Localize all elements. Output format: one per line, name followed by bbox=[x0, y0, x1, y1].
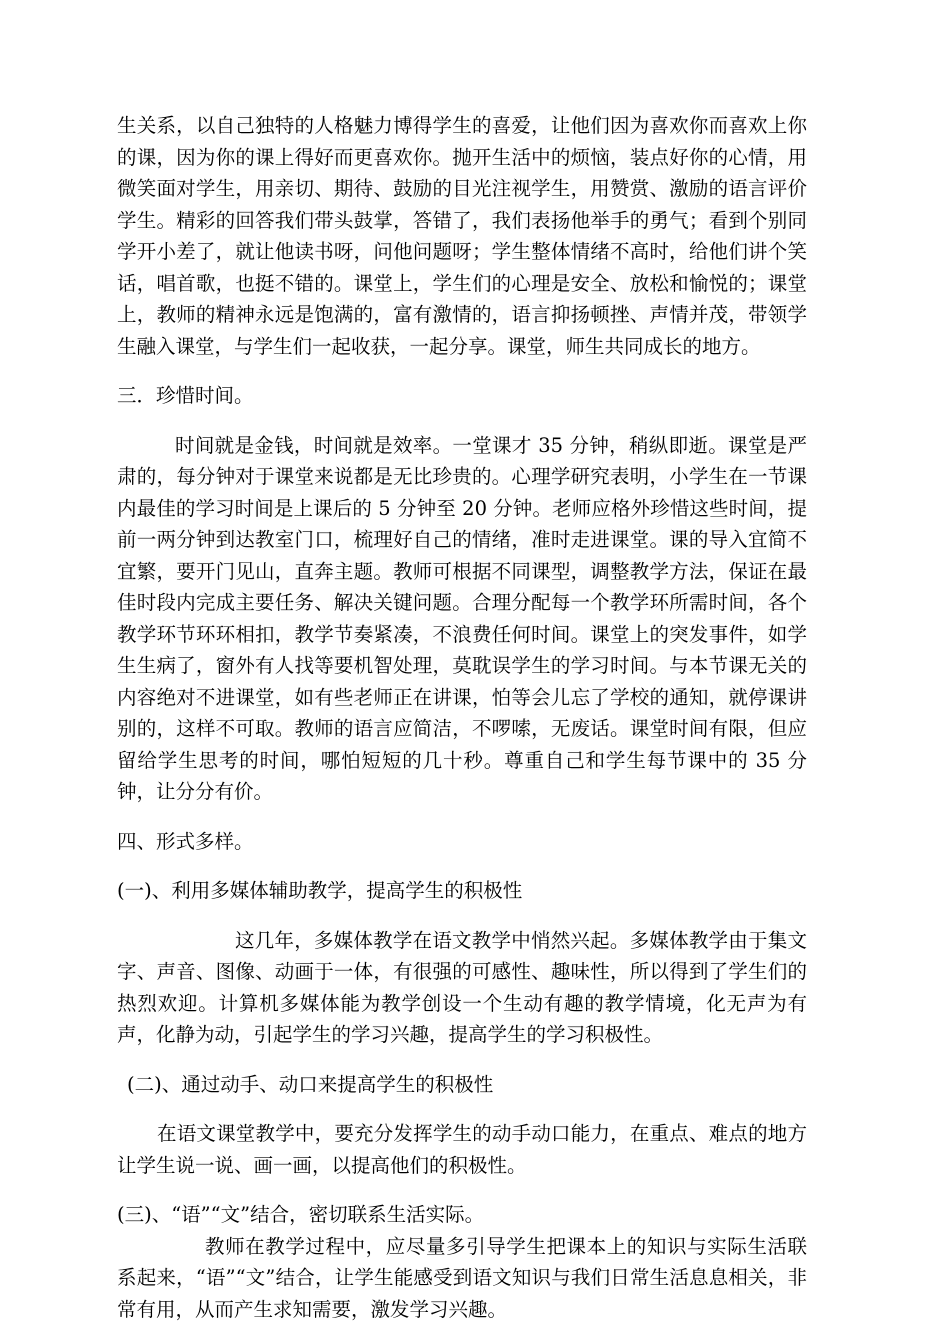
paragraph-spacer bbox=[117, 808, 807, 826]
paragraph-spacer bbox=[117, 1051, 807, 1069]
paragraph-spacer bbox=[117, 1181, 807, 1199]
paragraph-spacer bbox=[117, 412, 807, 430]
paragraph-spacer bbox=[117, 1100, 807, 1118]
paragraph-spacer bbox=[117, 907, 807, 925]
paragraph-spacer bbox=[117, 857, 807, 875]
subsection-heading-4-3: (三)、“语”“文”结合，密切联系生活实际。 bbox=[117, 1203, 485, 1226]
subsection-heading-4-2: (二)、通过动手、动口来提高学生的积极性 bbox=[127, 1072, 494, 1096]
document-page bbox=[117, 110, 807, 1325]
section-heading-3: 三．珍惜时间。 bbox=[117, 384, 254, 407]
body-paragraph-3: 这几年，多媒体教学在语文教学中悄然兴起。多媒体教学由于集文字、声音、图像、动画于一体，有很强的可感性、趣味性，所以得到了学生们的热烈欢迎。计算机多媒体能为教学创设一个生动有趣的教学情境，化无声为有声，化静为动，引起学生的学习兴趣，提高学生的学习积极性。 bbox=[117, 928, 807, 1046]
body-paragraph-5: 教师在教学过程中，应尽量多引导学生把课本上的知识与实际生活联系起来，“语”“文”结合，让学生能感受到语文知识与我们日常生活息息相关，非常有用，从而产生求知需要，激发学习兴趣。 bbox=[117, 1234, 807, 1321]
body-paragraph-4: 在语文课堂教学中，要充分发挥学生的动手动口能力，在重点、难点的地方让学生说一说、画一画，以提高他们的积极性。 bbox=[117, 1122, 807, 1177]
body-paragraph-2: 时间就是金钱，时间就是效率。一堂课才 35 分钟，稍纵即逝。课堂是严肃的，每分钟对于课堂来说都是无比珍贵的。心理学研究表明，小学生在一节课内最佳的学习时间是上课后的 5 分钟至 20 分钟。老师应格外珍惜这些时间，提前一两分钟到达教室门口，梳理好自己的情绪，准时走进课堂。课的导入宜简不宜繁，要开门见山，直奔主题。教师可根据不同课型，调整教学方法，保证在最佳时段内完成主要任务、解决关键问题。合理分配每一个教学环所需时间，各个教学环节环环相扣，教学节奏紧凑，不浪费任何时间。课堂上的突发事件，如学生生病了，窗外有人找等要机智处理，莫耽误学生的学习时间。与本节课无关的内容绝对不进课堂，如有些老师正在讲课，怕等会儿忘了学校的通知，就停课讲别的，这样不可取。教师的语言应简洁，不啰嗦，无废话。课堂时间有限，但应留给学生思考的时间，哪怕短短的几十秒。尊重自己和学生每节课中的 35 分钟，让分分有价。 bbox=[117, 433, 807, 803]
paragraph-spacer bbox=[117, 362, 807, 380]
body-paragraph-1: 生关系，以自己独特的人格魅力博得学生的喜爱，让他们因为喜欢你而喜欢上你的课，因为你的课上得好而更喜欢你。抛开生活中的烦恼，装点好你的心情，用微笑面对学生，用亲切、期待、鼓励的目光注视学生，用赞赏、激励的语言评价学生。精彩的回答我们带头鼓掌，答错了，我们表扬他举手的勇气；看到个别同学开小差了，就让他读书呀，问他问题呀；学生整体情绪不高时，给他们讲个笑话，唱首歌，也挺不错的。课堂上，学生们的心理是安全、放松和愉悦的；课堂上，教师的精神永远是饱满的，富有激情的，语言抑扬顿挫、声情并茂，带领学生融入课堂，与学生们一起收获，一起分享。课堂，师生共同成长的地方。 bbox=[117, 114, 807, 358]
subsection-heading-4-1: (一)、利用多媒体辅助教学，提高学生的积极性 bbox=[117, 879, 523, 902]
section-heading-4: 四、形式多样。 bbox=[117, 829, 254, 853]
